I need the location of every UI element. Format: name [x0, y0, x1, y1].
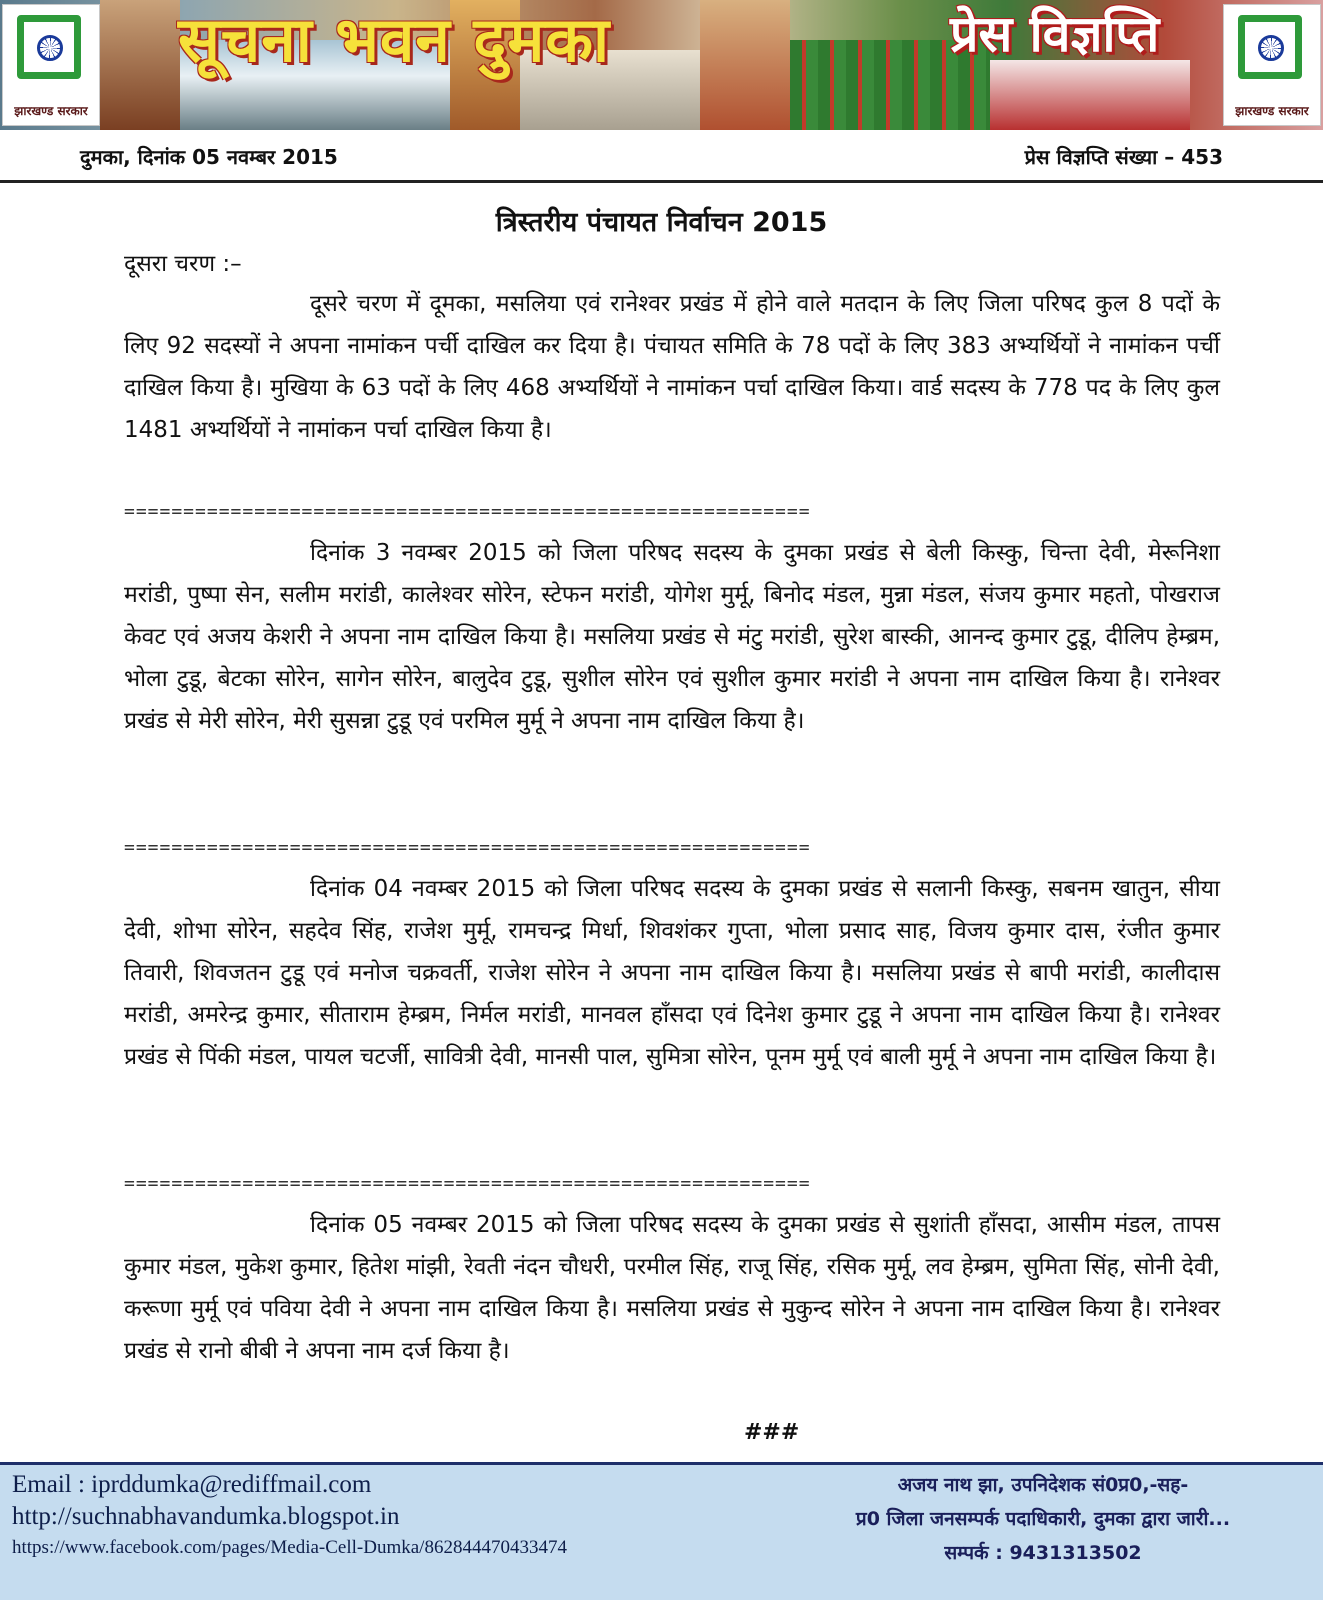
ashoka-chakra-icon — [1258, 35, 1284, 61]
paragraph-nov-4: दिनांक 04 नवम्बर 2015 को जिला परिषद सदस्य के दुमका प्रखंड से सलानी किस्कु, सबनम खातुन, सीया देवी, शोभा सोरेन, सहदेव सिंह, राजेश मुर्मू, रामचन्द्र मिर्धा, शिवशंकर गुप्ता, भोला प्रसाद साह, विजय कुमार दास, रंजीत कुमार तिवारी, शिवजतन टुडू एवं मनोज चक्रवर्ती, राजेश सोरेन ने अपना नाम दाखिल किया है। मसलिया प्रखंड से बापी मरांडी, कालीदास मरांडी, अमरेन्द्र कुमार, सीताराम हेम्ब्रम, निर्मल मरांडी, मानवल हाँसदा एवं दिनेश कुमार टुडू ने अपना नाम दाखिल किया है। रानेश्वर प्रखंड से पिंकी मंडल, पायल चटर्जी, सावित्री देवी, मानसी पाल, सुमित्रा सोरेन, पूनम मुर्मू एवं बाली मुर्मू ने अपना नाम दाखिल किया है। — [124, 876, 1220, 1070]
banner — [0, 0, 1323, 130]
emblem-caption: झारखण्ड सरकार — [14, 104, 88, 118]
separator: ========================================================== — [124, 1174, 811, 1194]
temple-photo — [100, 0, 180, 130]
issuer-line-1: अजय नाथ झा, उपनिदेशक सं0प्र0,-सह- — [897, 1474, 1189, 1496]
footer-email[interactable]: Email : iprddumka@rediffmail.com — [12, 1471, 372, 1498]
jharkhand-emblem-left — [2, 4, 100, 126]
date-line: दुमका, दिनांक 05 नवम्बर 2015 — [80, 145, 338, 169]
separator: ========================================================== — [124, 838, 811, 858]
banner-title: सूचना भवन दुमका — [178, 3, 611, 76]
paragraph-summary: दूसरे चरण में दूमका, मसलिया एवं रानेश्वर प्रखंड में होने वाले मतदान के लिए जिला परिषद कुल 8 पदों के लिए 92 सदस्यों ने अपना नामांकन पर्ची दाखिल कर दिया है। पंचायत समिति के 78 पदों के लिए 383 अभ्यर्थियों ने नामांकन पर्ची दाखिल किया है। मुखिया के 63 पदों के लिए 468 अभ्यर्थियों ने नामांकन पर्चा दाखिल किया। वार्ड सदस्य के 778 पद के लिए कुल 1481 अभ्यर्थियों ने नामांकन पर्चा दाखिल किया है। — [124, 291, 1220, 443]
contact-number: सम्पर्क : 9431313502 — [944, 1542, 1142, 1564]
sub-header — [0, 130, 1323, 183]
separator: ========================================================== — [124, 502, 811, 522]
jharkhand-emblem-right — [1223, 4, 1321, 126]
paragraph-nov-5: दिनांक 05 नवम्बर 2015 को जिला परिषद सदस्य के दुमका प्रखंड से सुशांती हाँसदा, आसीम मंडल, तापस कुमार मंडल, मुकेश कुमार, हितेश मांझी, रेवती नंदन चौधरी, परमील सिंह, राजू सिंह, रसिक मुर्मू, लव हेम्ब्रम, सुमिता सिंह, सोनी देवी, करूणा मुर्मू एवं पविया देवी ने अपना नाम दाखिल किया है। मसलिया प्रखंड से मुकुन्द सोरेन ने अपना नाम दाखिल किया है। रानेश्वर प्रखंड से रानो बीबी ने अपना नाम दर्ज किया है। — [124, 1212, 1220, 1364]
issuer-line-2: प्र0 जिला जनसम्पर्क पदाधिकारी, दुमका द्वारा जारी... — [855, 1508, 1231, 1530]
building-photo — [990, 60, 1190, 130]
banner-press-label: प्रेस विज्ञप्ति — [950, 5, 1160, 63]
emblem-caption: झारखण्ड सरकार — [1235, 104, 1309, 118]
footer — [0, 1462, 1323, 1600]
page-title: त्रिस्तरीय पंचायत निर्वाचन 2015 — [495, 207, 828, 238]
section-label: दूसरा चरण :– — [124, 251, 242, 277]
press-release-number: प्रेस विज्ञप्ति संख्या – 453 — [1024, 145, 1223, 169]
footer-blog-link[interactable]: http://suchnabhavandumka.blogspot.in — [12, 1503, 400, 1530]
gate-photo — [700, 0, 790, 130]
end-mark: ### — [744, 1420, 800, 1445]
paragraph-nov-3: दिनांक 3 नवम्बर 2015 को जिला परिषद सदस्य के दुमका प्रखंड से बेली किस्कु, चिन्ता देवी, मेरूनिशा मरांडी, पुष्पा सेन, सलीम मरांडी, कालेश्वर सोरेन, स्टेफन मरांडी, योगेश मुर्मू, बिनोद मंडल, मुन्ना मंडल, संजय कुमार महतो, पोखराज केवट एवं अजय केशरी ने अपना नाम दाखिल किया है। मसलिया प्रखंड से मंटु मरांडी, सुरेश बास्की, आनन्द कुमार टुडू, दीलिप हेम्ब्रम, भोला टुडू, बेटका सोरेन, सागेन सोरेन, बालुदेव टुडू, सुशील सोरेन एवं सुशील कुमार मरांडी ने अपना नाम दाखिल किया है। रानेश्वर प्रखंड से मेरी सोरेन, मेरी सुसन्ना टुडू एवं परमिल मुर्मू ने अपना नाम दाखिल किया है। — [124, 540, 1220, 734]
ashoka-chakra-icon — [37, 35, 63, 61]
footer-facebook-link[interactable]: https://www.facebook.com/pages/Media-Cell-Dumka/862844470433474 — [12, 1537, 567, 1558]
